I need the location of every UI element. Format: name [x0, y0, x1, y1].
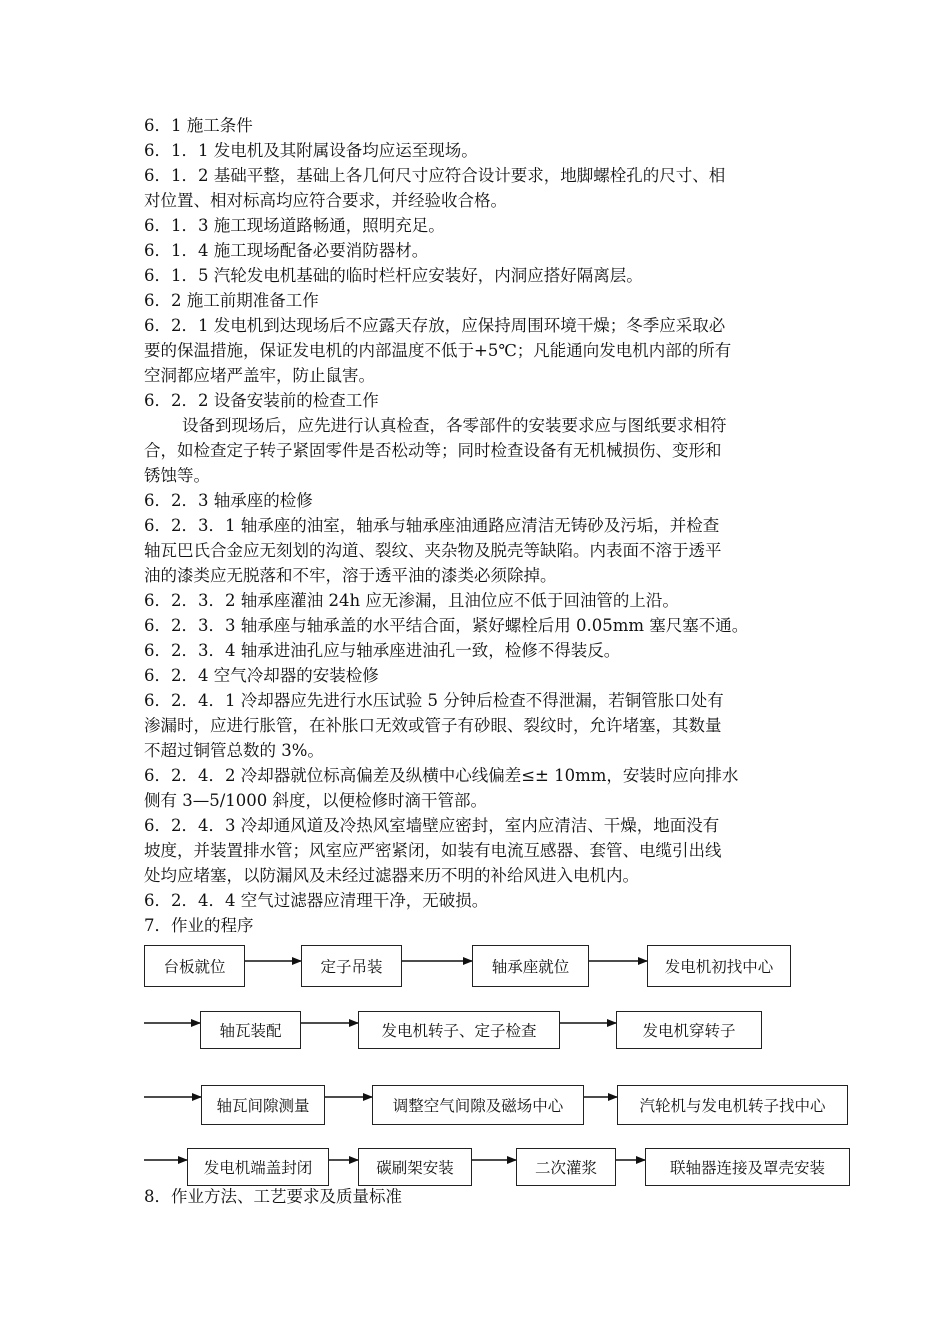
text-line: 轴瓦巴氏合金应无刻划的沟道、裂纹、夹杂物及脱壳等缺陷。内表面不溶于透平	[144, 541, 722, 560]
flow-step: 轴承座就位	[472, 945, 589, 987]
text-line: 6．2．4．2 冷却器就位标高偏差及纵横中心线偏差≤± 10mm，安装时应向排水	[144, 766, 739, 785]
text-line: 6．2．1 发电机到达现场后不应露天存放，应保持周围环境干燥；冬季应采取必	[144, 316, 726, 335]
text-line: 坡度，并装置排水管；风室应严密紧闭，如装有电流互感器、套管、电缆引出线	[144, 841, 722, 860]
flow-step: 发电机转子、定子检查	[358, 1011, 560, 1049]
flow-step: 发电机穿转子	[616, 1011, 762, 1049]
text-line: 7．作业的程序	[144, 916, 254, 935]
text-line: 侧有 3—5/1000 斜度，以便检修时滴干管部。	[144, 791, 488, 810]
text-line: 6．2．4 空气冷却器的安装检修	[144, 666, 379, 685]
text-line: 对位置、相对标高均应符合要求，并经验收合格。	[144, 191, 507, 210]
flow-step: 台板就位	[144, 945, 245, 987]
flow-step: 发电机端盖封闭	[187, 1148, 329, 1186]
text-line: 空洞都应堵严盖牢，防止鼠害。	[144, 366, 375, 385]
text-line: 6．2．4．4 空气过滤器应清理干净，无破损。	[144, 891, 489, 910]
text-line: 6．1 施工条件	[144, 116, 253, 135]
text-line: 6．2．4．3 冷却通风道及冷热风室墙壁应密封，室内应清洁、干燥，地面没有	[144, 816, 720, 835]
flow-step: 轴瓦装配	[200, 1011, 301, 1049]
text-line: 6．2．4．1 冷却器应先进行水压试验 5 分钟后检查不得泄漏，若铜管胀口处有	[144, 691, 724, 710]
flow-step: 联轴器连接及罩壳安装	[645, 1148, 850, 1186]
text-line: 6．2．2 设备安装前的检查工作	[144, 391, 379, 410]
text-line: 油的漆类应无脱落和不牢，溶于透平油的漆类必须除掉。	[144, 566, 557, 585]
text-line: 6．1．2 基础平整，基础上各几何尺寸应符合设计要求，地脚螺栓孔的尺寸、相	[144, 166, 726, 185]
text-line: 渗漏时，应进行胀管，在补胀口无效或管子有砂眼、裂纹时，允许堵塞，其数量	[144, 716, 722, 735]
text-line: 6．1．1 发电机及其附属设备均应运至现场。	[144, 141, 478, 160]
flow-step: 碳刷架安装	[358, 1148, 472, 1186]
text-line: 6．2．3 轴承座的检修	[144, 491, 313, 510]
text-line: 6．2 施工前期准备工作	[144, 291, 319, 310]
text-line: 6．2．3．1 轴承座的油室，轴承与轴承座油通路应清洁无铸砂及污垢，并检查	[144, 516, 720, 535]
text-line: 设备到现场后，应先进行认真检查，各零部件的安装要求应与图纸要求相符	[182, 416, 727, 435]
flow-step: 调整空气间隙及磁场中心	[372, 1085, 584, 1125]
text-line: 6．1．3 施工现场道路畅通，照明充足。	[144, 216, 445, 235]
section-heading: 8．作业方法、工艺要求及质量标准	[144, 1187, 402, 1206]
text-line: 6．1．4 施工现场配备必要消防器材。	[144, 241, 429, 260]
text-line: 处均应堵塞，以防漏风及未经过滤器来历不明的补给风进入电机内。	[144, 866, 639, 885]
flow-step: 二次灌浆	[516, 1148, 616, 1186]
text-line: 6．2．3．2 轴承座灌油 24h 应无渗漏，且油位应不低于回油管的上沿。	[144, 591, 679, 610]
text-line: 6．1．5 汽轮发电机基础的临时栏杆应安装好，内洞应搭好隔离层。	[144, 266, 643, 285]
flow-step: 轴瓦间隙测量	[201, 1085, 325, 1125]
flow-step: 汽轮机与发电机转子找中心	[617, 1085, 848, 1125]
text-line: 6．2．3．4 轴承进油孔应与轴承座进油孔一致，检修不得装反。	[144, 641, 621, 660]
flow-step: 定子吊装	[301, 945, 402, 987]
text-line: 要的保温措施，保证发电机的内部温度不低于+5℃；凡能通向发电机内部的所有	[144, 341, 732, 360]
flow-step: 发电机初找中心	[647, 945, 791, 987]
text-line: 6．2．3．3 轴承座与轴承盖的水平结合面，紧好螺栓后用 0.05mm 塞尺塞不通。	[144, 616, 749, 635]
text-line: 锈蚀等。	[144, 466, 210, 485]
text-line: 不超过铜管总数的 3%。	[144, 741, 324, 760]
text-line: 合，如检查定子转子紧固零件是否松动等；同时检查设备有无机械损伤、变形和	[144, 441, 722, 460]
